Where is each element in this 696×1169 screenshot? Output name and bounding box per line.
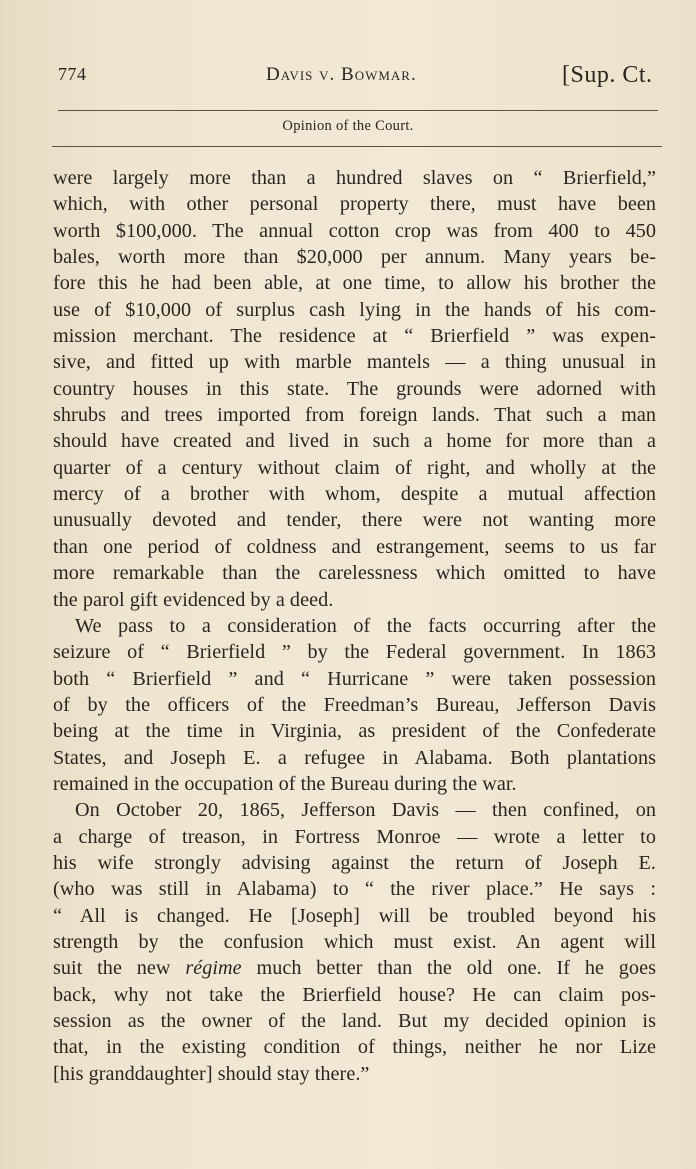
text-line: seizure of “ Brierfield ” by the Federal government. In 1863	[53, 641, 656, 664]
court-label: [Sup. Ct.	[562, 62, 653, 88]
text-line: than one period of coldness and estrangement, seems to us far	[53, 535, 656, 558]
text-line: country houses in this state. The grounds were adorned with	[53, 377, 656, 400]
text-line: quarter of a century without claim of right, and wholly at the	[53, 456, 656, 479]
text-line: “ All is changed. He [Joseph] will be troubled beyond his	[53, 904, 656, 927]
text-line: sive, and fitted up with marble mantels — a thing unusual in	[53, 351, 656, 374]
text-line: worth $100,000. The annual cotton crop was from 400 to 450	[53, 219, 656, 242]
text-line: unusually devoted and tender, there were not wanting more	[53, 509, 656, 532]
opinion-body	[53, 165, 656, 1087]
text-line: session as the owner of the land. But my decided opinion is	[53, 1010, 656, 1032]
text-line: strength by the confusion which must exist. An agent will	[53, 930, 656, 953]
text-line: mercy of a brother with whom, despite a mutual affection	[53, 483, 656, 506]
text-line: his wife strongly advising against the return of Joseph E.	[53, 851, 656, 874]
text-line: were largely more than a hundred slaves on “ Brierfield,”	[53, 167, 656, 189]
text-line: We pass to a consideration of the facts occurring after the	[75, 614, 656, 637]
text-line: remained in the occupation of the Bureau during the war.	[53, 772, 517, 795]
text-line: bales, worth more than $20,000 per annum. Many years be-	[53, 246, 656, 269]
section-subheading: Opinion of the Court.	[282, 118, 414, 134]
text-line: of by the officers of the Freedman’s Bureau, Jefferson Davis	[53, 693, 656, 716]
page-number: 774	[58, 64, 87, 84]
text-line: use of $10,000 of surplus cash lying in the hands of his com-	[53, 298, 656, 321]
text-line: On October 20, 1865, Jefferson Davis — then confined, on	[75, 799, 656, 822]
text-fragment: suit the new	[53, 957, 171, 980]
header-rule-bottom	[52, 146, 662, 147]
text-line: being at the time in Virginia, as president of the Confederate	[53, 720, 656, 743]
text-line	[53, 955, 656, 981]
text-line: should have created and lived in such a home for more than a	[53, 430, 656, 453]
text-fragment: much better than the old one. If he goes	[256, 957, 656, 980]
text-line: that, in the existing condition of things, neither he nor Lize	[53, 1036, 656, 1059]
case-title: Davis v. Bowmar.	[266, 64, 417, 85]
text-line: back, why not take the Brierfield house? He can claim pos-	[53, 983, 656, 1006]
text-line: fore this he had been able, at one time, to allow his brother the	[53, 272, 656, 295]
text-line: the parol gift evidenced by a deed.	[53, 588, 334, 611]
text-line: shrubs and trees imported from foreign lands. That such a man	[53, 404, 656, 427]
text-line: which, with other personal property there, must have been	[53, 193, 656, 216]
text-line: more remarkable than the carelessness which omitted to have	[53, 562, 656, 585]
italic-word: régime	[185, 957, 242, 980]
text-line: (who was still in Alabama) to “ the river place.” He says :	[53, 878, 656, 901]
header-rule-top	[58, 110, 658, 111]
text-line: States, and Joseph E. a refugee in Alabama. Both plantations	[53, 746, 656, 769]
text-line: both “ Brierfield ” and “ Hurricane ” were taken possession	[53, 667, 656, 690]
text-line: a charge of treason, in Fortress Monroe — wrote a letter to	[53, 825, 656, 848]
running-head	[56, 58, 660, 98]
text-line: [his granddaughter] should stay there.”	[53, 1062, 370, 1085]
text-line: mission merchant. The residence at “ Brierfield ” was expen-	[53, 325, 656, 348]
